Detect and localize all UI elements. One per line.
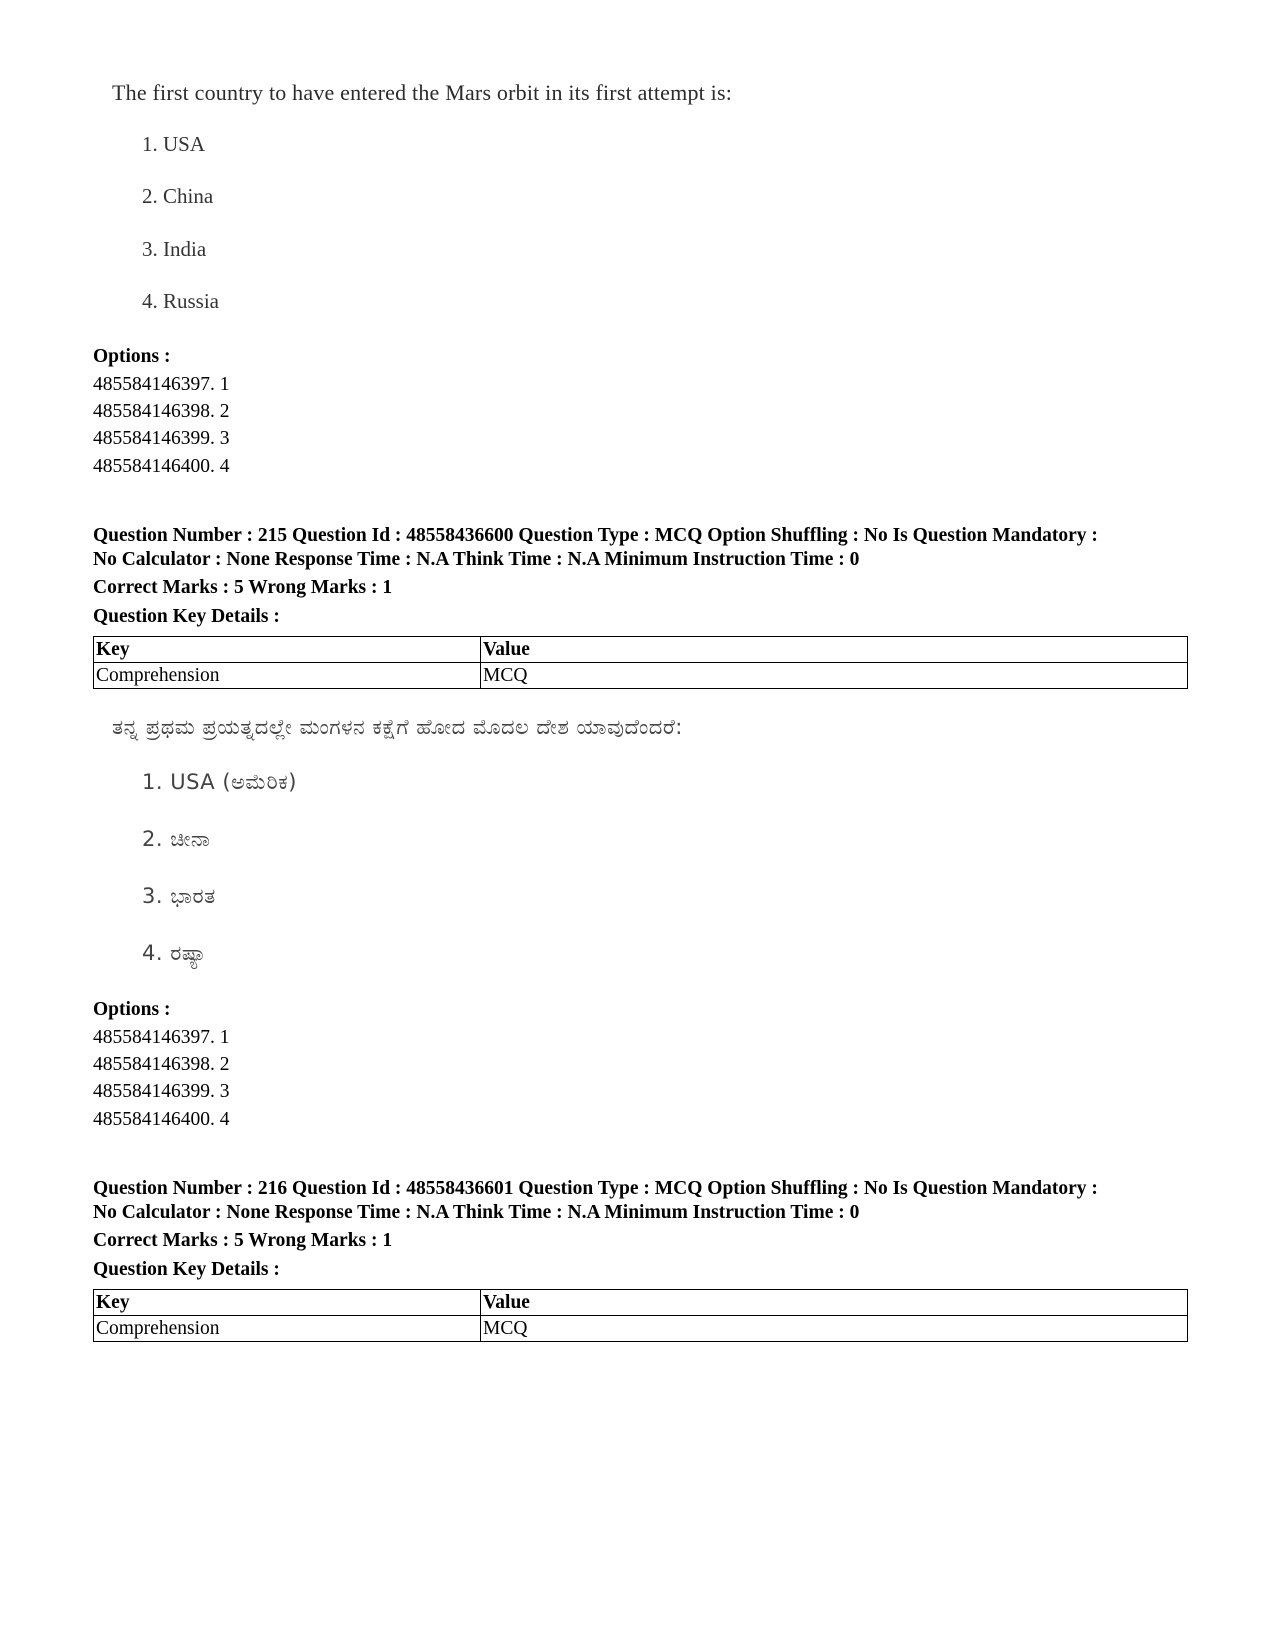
table-header-key: Key [94,637,481,663]
option-4: 485584146400. 4 [93,456,230,477]
question-meta-line-1: Question Number : 216 Question Id : 48558436601 Question Type : MCQ Option Shuffling : No Is Question Mandatory : [93,1178,1098,1199]
scanned-question-image-kannada [112,715,972,980]
question-text: ತನ್ನ ಪ್ರಥಮ ಪ್ರಯತ್ನದಲ್ಲೇ ಮಂಗಳನ ಕಕ್ಷೆಗೆ ಹೋದ ಮೊದಲ ದೇಶ ಯಾವುದೆಂದರೆ: [112,715,683,739]
table-cell-value: MCQ [481,1316,1188,1342]
choice-4: 4. ರಷ್ಯಾ [142,941,207,965]
choice-4: 4. Russia [142,289,220,313]
question-text: The first country to have entered the Mars orbit in its first attempt is: [112,80,733,105]
marks-line: Correct Marks : 5 Wrong Marks : 1 [93,577,393,598]
choice-3: 3. ಭಾರತ [142,884,216,908]
table-header-key: Key [94,1290,481,1316]
marks-line: Correct Marks : 5 Wrong Marks : 1 [93,1230,393,1251]
question-meta-line-2: No Calculator : None Response Time : N.A Think Time : N.A Minimum Instruction Time : 0 [93,549,860,570]
option-2: 485584146398. 2 [93,1054,230,1075]
question-meta-line-1: Question Number : 215 Question Id : 48558436600 Question Type : MCQ Option Shuffling : No Is Question Mandatory : [93,525,1098,546]
key-details-label: Question Key Details : [93,1259,280,1280]
table-row [94,1316,1188,1342]
table-header-row [94,1290,1188,1316]
choice-2: 2. China [142,184,214,208]
table-header-row [94,637,1188,663]
options-label: Options : [93,999,171,1020]
table-cell-key: Comprehension [94,1316,481,1342]
options-label: Options : [93,346,171,367]
table-row [94,663,1188,689]
table-cell-value: MCQ [481,663,1188,689]
option-1: 485584146397. 1 [93,374,230,395]
table-cell-key: Comprehension [94,663,481,689]
choice-1: 1. USA (ಅಮೆರಿಕ) [142,770,297,794]
scanned-question-image-english [112,80,812,320]
option-2: 485584146398. 2 [93,401,230,422]
question-key-table [93,1289,1188,1342]
table-header-value: Value [481,1290,1188,1316]
option-4: 485584146400. 4 [93,1109,230,1130]
key-details-label: Question Key Details : [93,606,280,627]
question-key-table [93,636,1188,689]
option-1: 485584146397. 1 [93,1027,230,1048]
choice-3: 3. India [142,237,207,261]
table-header-value: Value [481,637,1188,663]
choice-1: 1. USA [142,132,206,156]
option-3: 485584146399. 3 [93,428,230,449]
choice-2: 2. ಚೀನಾ [142,827,211,851]
question-meta-line-2: No Calculator : None Response Time : N.A Think Time : N.A Minimum Instruction Time : 0 [93,1202,860,1223]
option-3: 485584146399. 3 [93,1081,230,1102]
